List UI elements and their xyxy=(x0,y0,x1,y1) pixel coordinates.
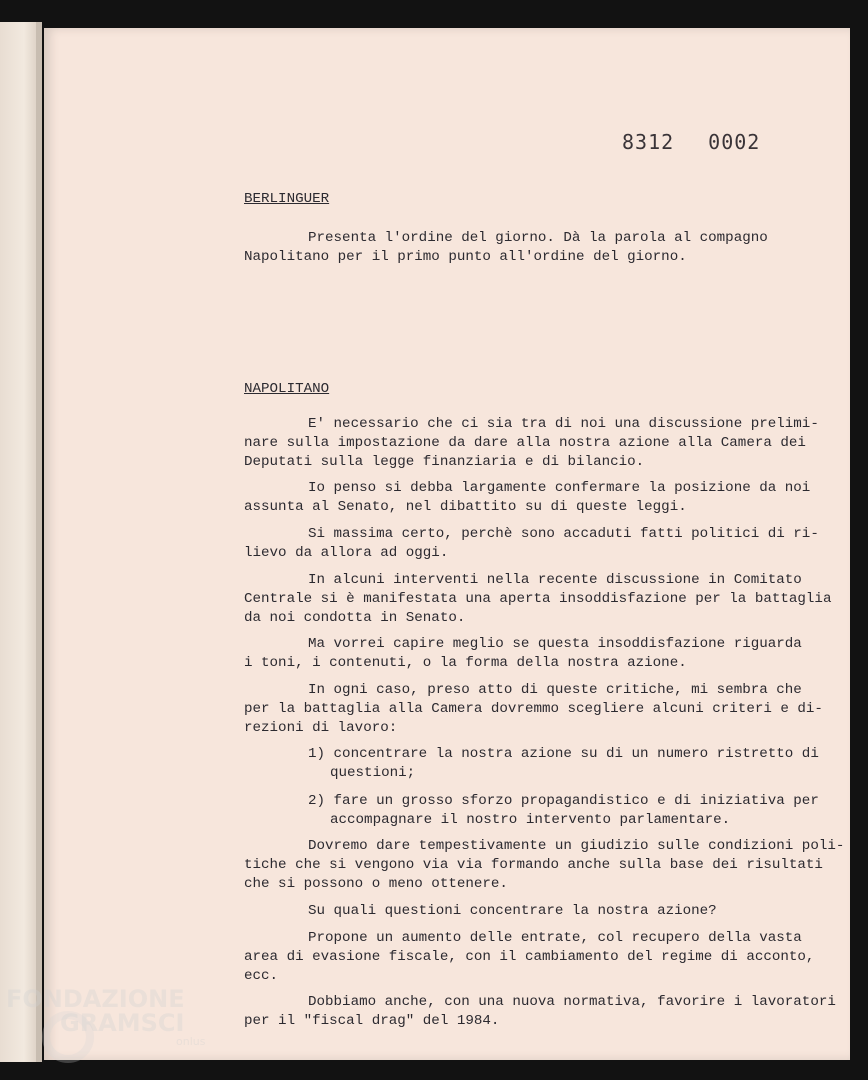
paragraph-line: Io penso si debba largamente confermare la posizione da noi xyxy=(308,480,811,496)
paragraph-line: che si possono o meno ottenere. xyxy=(244,876,508,892)
logo-line-1: FONDAZIONE xyxy=(6,985,185,1013)
paragraph-berlinguer-2: Napolitano per il primo punto all'ordine del giorno. xyxy=(244,249,687,265)
paragraph-line: In ogni caso, preso atto di queste critiche, mi sembra che xyxy=(308,682,802,698)
paragraph-line: i toni, i contenuti, o la forma della nostra azione. xyxy=(244,655,687,671)
list-item-1-line-1: 1) concentrare la nostra azione su di un numero ristretto di xyxy=(308,746,819,762)
speaker-napolitano: NAPOLITANO xyxy=(244,381,330,397)
paragraph-line: Propone un aumento delle entrate, col recupero della vasta xyxy=(308,930,802,946)
logo-line-2: GRAMSCI xyxy=(60,1009,185,1037)
speaker-berlinguer: BERLINGUER xyxy=(244,191,330,207)
paragraph-line: per la battaglia alla Camera dovremmo scegliere alcuni criteri e di- xyxy=(244,701,823,717)
list-item-2-line-2: accompagnare il nostro intervento parlamentare. xyxy=(330,812,731,828)
paragraph-line: ecc. xyxy=(244,968,279,984)
paragraph-line: In alcuni interventi nella recente discussione in Comitato xyxy=(308,572,802,588)
fondazione-gramsci-logo xyxy=(6,985,205,1048)
paragraph-line: Centrale si è manifestata una aperta insoddisfazione per la battaglia xyxy=(244,591,832,607)
paragraph-line: Ma vorrei capire meglio se questa insoddisfazione riguarda xyxy=(308,636,802,652)
paragraph-line: Si massima certo, perchè sono accaduti fatti politici di ri- xyxy=(308,526,819,542)
binder-edge xyxy=(36,22,42,1062)
paragraph-line: rezioni di lavoro: xyxy=(244,720,398,736)
paragraph-line: Deputati sulla legge finanziaria e di bilancio. xyxy=(244,454,645,470)
paragraph-berlinguer-1: Presenta l'ordine del giorno. Dà la parola al compagno xyxy=(308,230,768,246)
logo-line-3: onlus xyxy=(176,1035,206,1048)
paragraph-line: Su quali questioni concentrare la nostra azione? xyxy=(308,903,717,919)
list-item-1-line-2: questioni; xyxy=(330,765,416,781)
logo-g-mark xyxy=(42,1011,94,1063)
paragraph-line: da noi condotta in Senato. xyxy=(244,610,466,626)
paragraph-line: E' necessario che ci sia tra di noi una discussione prelimi- xyxy=(308,416,819,432)
archive-number-1: 8312 xyxy=(622,130,675,154)
paragraph-line: per il "fiscal drag" del 1984. xyxy=(244,1013,500,1029)
paragraph-line: lievo da allora ad oggi. xyxy=(244,545,449,561)
paragraph-line: assunta al Senato, nel dibattito su di queste leggi. xyxy=(244,499,687,515)
archive-number xyxy=(622,130,794,154)
archive-number-2: 0002 xyxy=(708,130,761,154)
paragraph-line: tiche che si vengono via via formando anche sulla base dei risultati xyxy=(244,857,823,873)
paragraph-line: Dobbiamo anche, con una nuova normativa, favorire i lavoratori xyxy=(308,994,836,1010)
paragraph-line: area di evasione fiscale, con il cambiamento del regime di acconto, xyxy=(244,949,815,965)
paragraph-line: Dovremo dare tempestivamente un giudizio sulle condizioni poli- xyxy=(308,838,845,854)
list-item-2-line-1: 2) fare un grosso sforzo propagandistico e di iniziativa per xyxy=(308,793,819,809)
paragraph-line: nare sulla impostazione da dare alla nostra azione alla Camera dei xyxy=(244,435,806,451)
